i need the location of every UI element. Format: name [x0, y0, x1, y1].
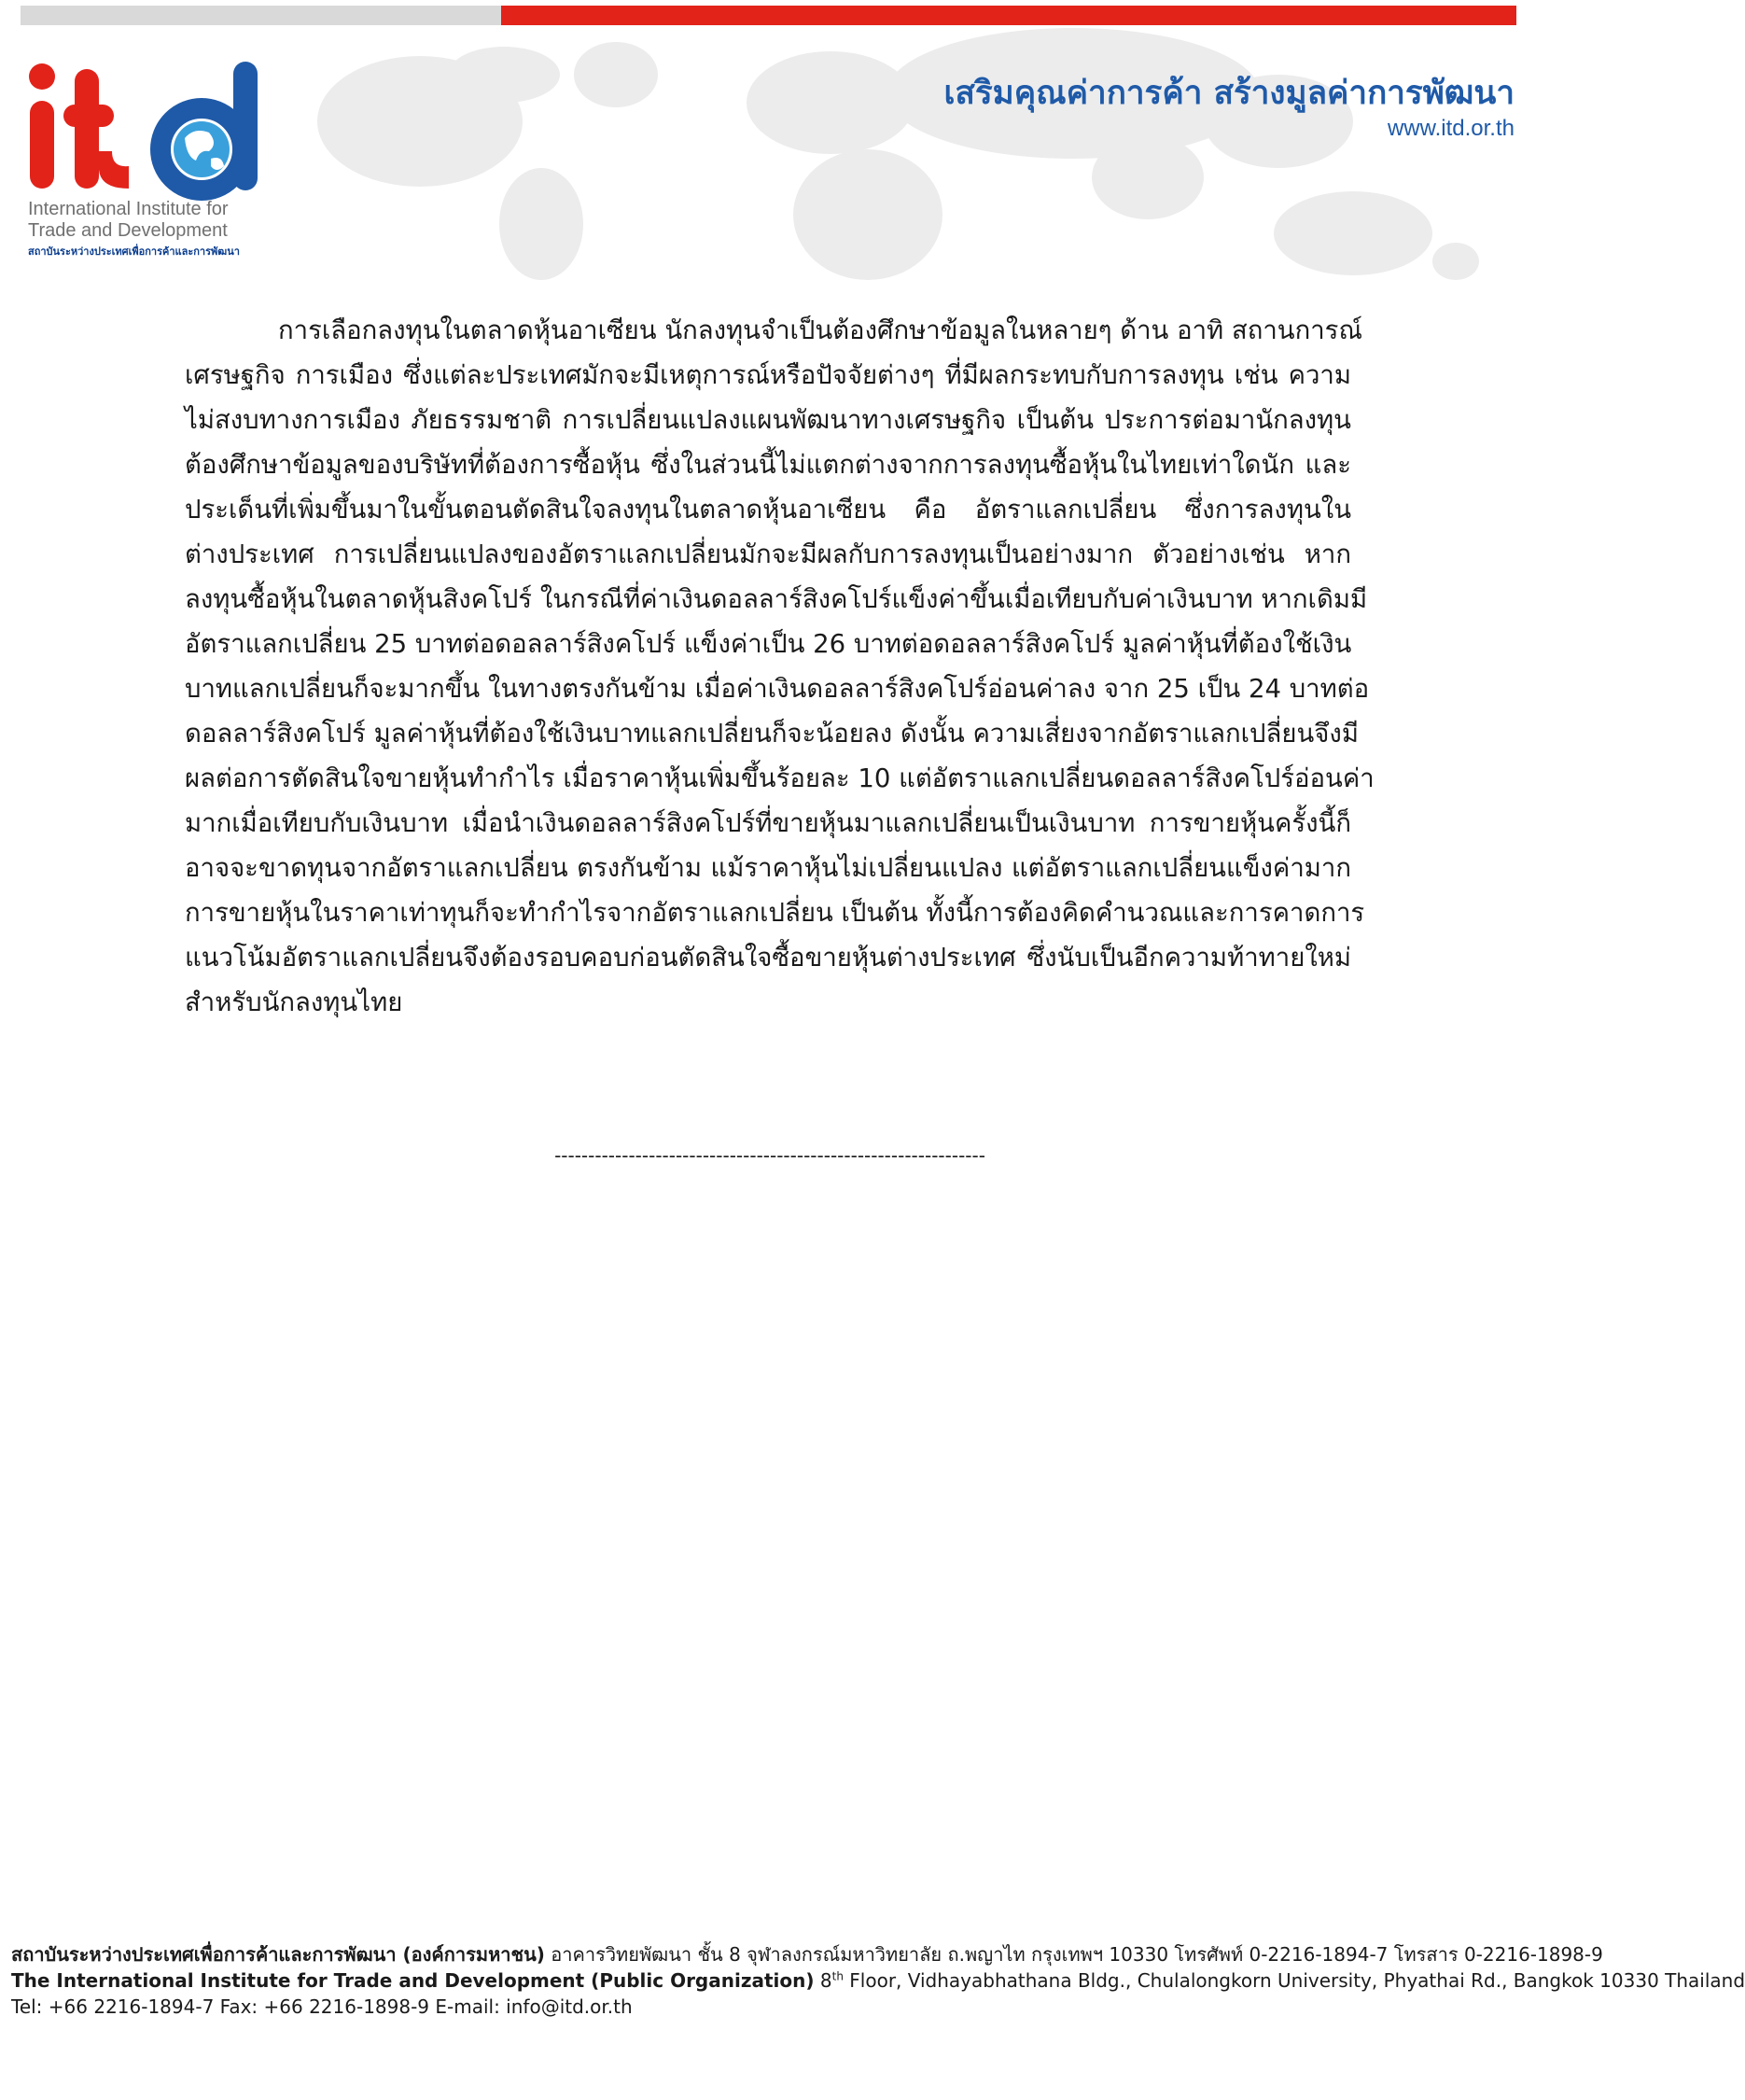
body-line-16: สำหรับนักลงทุนไทย — [185, 987, 403, 1017]
footer-address-thai-detail: อาคารวิทยพัฒนา ชั้น 8 จุฬาลงกรณ์มหาวิทยาลัย ถ.พญาไท กรุงเทพฯ 10330 โทรศัพท์ 0-2216-1894-7 โทรสาร 0-2216-1898-9 — [544, 1943, 1603, 1966]
body-line-2: เศรษฐกิจ การเมือง ซึ่งแต่ละประเทศมักจะมีเหตุการณ์หรือปัจจัยต่างๆ ที่มีผลกระทบกับการลงทุน เช่น ความ — [185, 360, 1351, 390]
section-separator: ---------------------------------------------------------------- — [554, 1144, 985, 1167]
footer-contact: Tel: +66 2216-1894-7 Fax: +66 2216-1898-9 E-mail: info@itd.or.th — [11, 1995, 633, 2018]
body-line-10: ดอลลาร์สิงคโปร์ มูลค่าหุ้นที่ต้องใช้เงินบาทแลกเปลี่ยนก็จะน้อยลง ดังนั้น ความเสี่ยงจากอัตราแลกเปลี่ยนจึงมี — [185, 719, 1359, 749]
article-body — [185, 308, 1375, 1025]
body-line-1: การเลือกลงทุนในตลาดหุ้นอาเซียน นักลงทุนจำเป็นต้องศึกษาข้อมูลในหลายๆ ด้าน อาทิ สถานการณ์ — [278, 315, 1362, 345]
body-line-6: ต่างประเทศ การเปลี่ยนแปลงของอัตราแลกเปลี่ยนมักจะมีผลกับการลงทุนเป็นอย่างมาก ตัวอย่างเช่น หาก — [185, 539, 1351, 569]
footer-floor-suffix: th — [831, 1969, 844, 1983]
body-line-15: แนวโน้มอัตราแลกเปลี่ยนจึงต้องรอบคอบก่อนตัดสินใจซื้อขายหุ้นต่างประเทศ ซึ่งนับเป็นอีกความท้าทายใหม่ — [185, 943, 1351, 973]
world-map-background — [308, 19, 1521, 280]
body-line-8: อัตราแลกเปลี่ยน 25 บาทต่อดอลลาร์สิงคโปร์ แข็งค่าเป็น 26 บาทต่อดอลลาร์สิงคโปร์ มูลค่าหุ้นที่ต้องใช้เงิน — [185, 629, 1352, 659]
header-slogan: เสริมคุณค่าการค้า สร้างมูลค่าการพัฒนา — [943, 75, 1515, 112]
itd-logo — [26, 58, 278, 258]
footer-address-english-detail: Floor, Vidhayabhathana Bldg., Chulalongkorn University, Phyathai Rd., Bangkok 10330 Thailand — [843, 1969, 1745, 1992]
logo-name-english-line-2: Trade and Development — [28, 220, 228, 241]
footer-org-name-english: The International Institute for Trade and Development (Public Organization) — [11, 1969, 815, 1992]
footer-address-thai — [11, 1941, 1603, 1967]
body-line-4: ต้องศึกษาข้อมูลของบริษัทที่ต้องการซื้อหุ้น ซึ่งในส่วนนี้ไม่แตกต่างจากการลงทุนซื้อหุ้นในไทยเท่าใดนัก และ — [185, 450, 1351, 480]
body-line-12: มากเมื่อเทียบกับเงินบาท เมื่อนำเงินดอลลาร์สิงคโปร์ที่ขายหุ้นมาแลกเปลี่ยนเป็นเงินบาท การขายหุ้นครั้งนี้ก็ — [185, 808, 1351, 838]
header-website: www.itd.or.th — [1387, 116, 1515, 141]
logo-name-english — [28, 199, 280, 242]
footer-floor-number: 8 — [814, 1969, 832, 1992]
footer-address-english — [11, 1967, 1745, 1994]
logo-name-thai: สถาบันระหว่างประเทศเพื่อการค้าและการพัฒนา — [28, 245, 240, 258]
body-line-14: การขายหุ้นในราคาเท่าทุนก็จะทำกำไรจากอัตราแลกเปลี่ยน เป็นต้น ทั้งนี้การต้องคิดคำนวณและการคาดการ — [185, 898, 1365, 928]
body-line-5: ประเด็นที่เพิ่มขึ้นมาในขั้นตอนตัดสินใจลงทุนในตลาดหุ้นอาเซียน คือ อัตราแลกเปลี่ยน ซึ่งการลงทุนใน — [185, 495, 1351, 525]
itd-logo-mark — [26, 58, 269, 198]
body-line-7: ลงทุนซื้อหุ้นในตลาดหุ้นสิงคโปร์ ในกรณีที่ค่าเงินดอลลาร์สิงคโปร์แข็งค่าขึ้นเมื่อเทียบกับค่าเงินบาท หากเดิมมี — [185, 584, 1368, 614]
footer-org-name-thai: สถาบันระหว่างประเทศเพื่อการค้าและการพัฒนา (องค์การมหาชน) — [11, 1943, 545, 1966]
body-line-11: ผลต่อการตัดสินใจขายหุ้นทำกำไร เมื่อราคาหุ้นเพิ่มขึ้นร้อยละ 10 แต่อัตราแลกเปลี่ยนดอลลาร์สิงคโปร์อ่อนค่า — [185, 763, 1375, 793]
body-line-13: อาจจะขาดทุนจากอัตราแลกเปลี่ยน ตรงกันข้าม แม้ราคาหุ้นไม่เปลี่ยนแปลง แต่อัตราแลกเปลี่ยนแข็งค่ามาก — [185, 853, 1351, 883]
page-footer — [11, 1941, 1745, 2020]
body-line-9: บาทแลกเปลี่ยนก็จะมากขึ้น ในทางตรงกันข้าม เมื่อค่าเงินดอลลาร์สิงคโปร์อ่อนค่าลง จาก 25 เป็น 24 บาทต่อ — [185, 674, 1370, 704]
body-line-3: ไม่สงบทางการเมือง ภัยธรรมชาติ การเปลี่ยนแปลงแผนพัฒนาทางเศรษฐกิจ เป็นต้น ประการต่อมานักลงทุน — [185, 405, 1351, 435]
logo-name-english-line-1: International Institute for — [28, 199, 229, 219]
